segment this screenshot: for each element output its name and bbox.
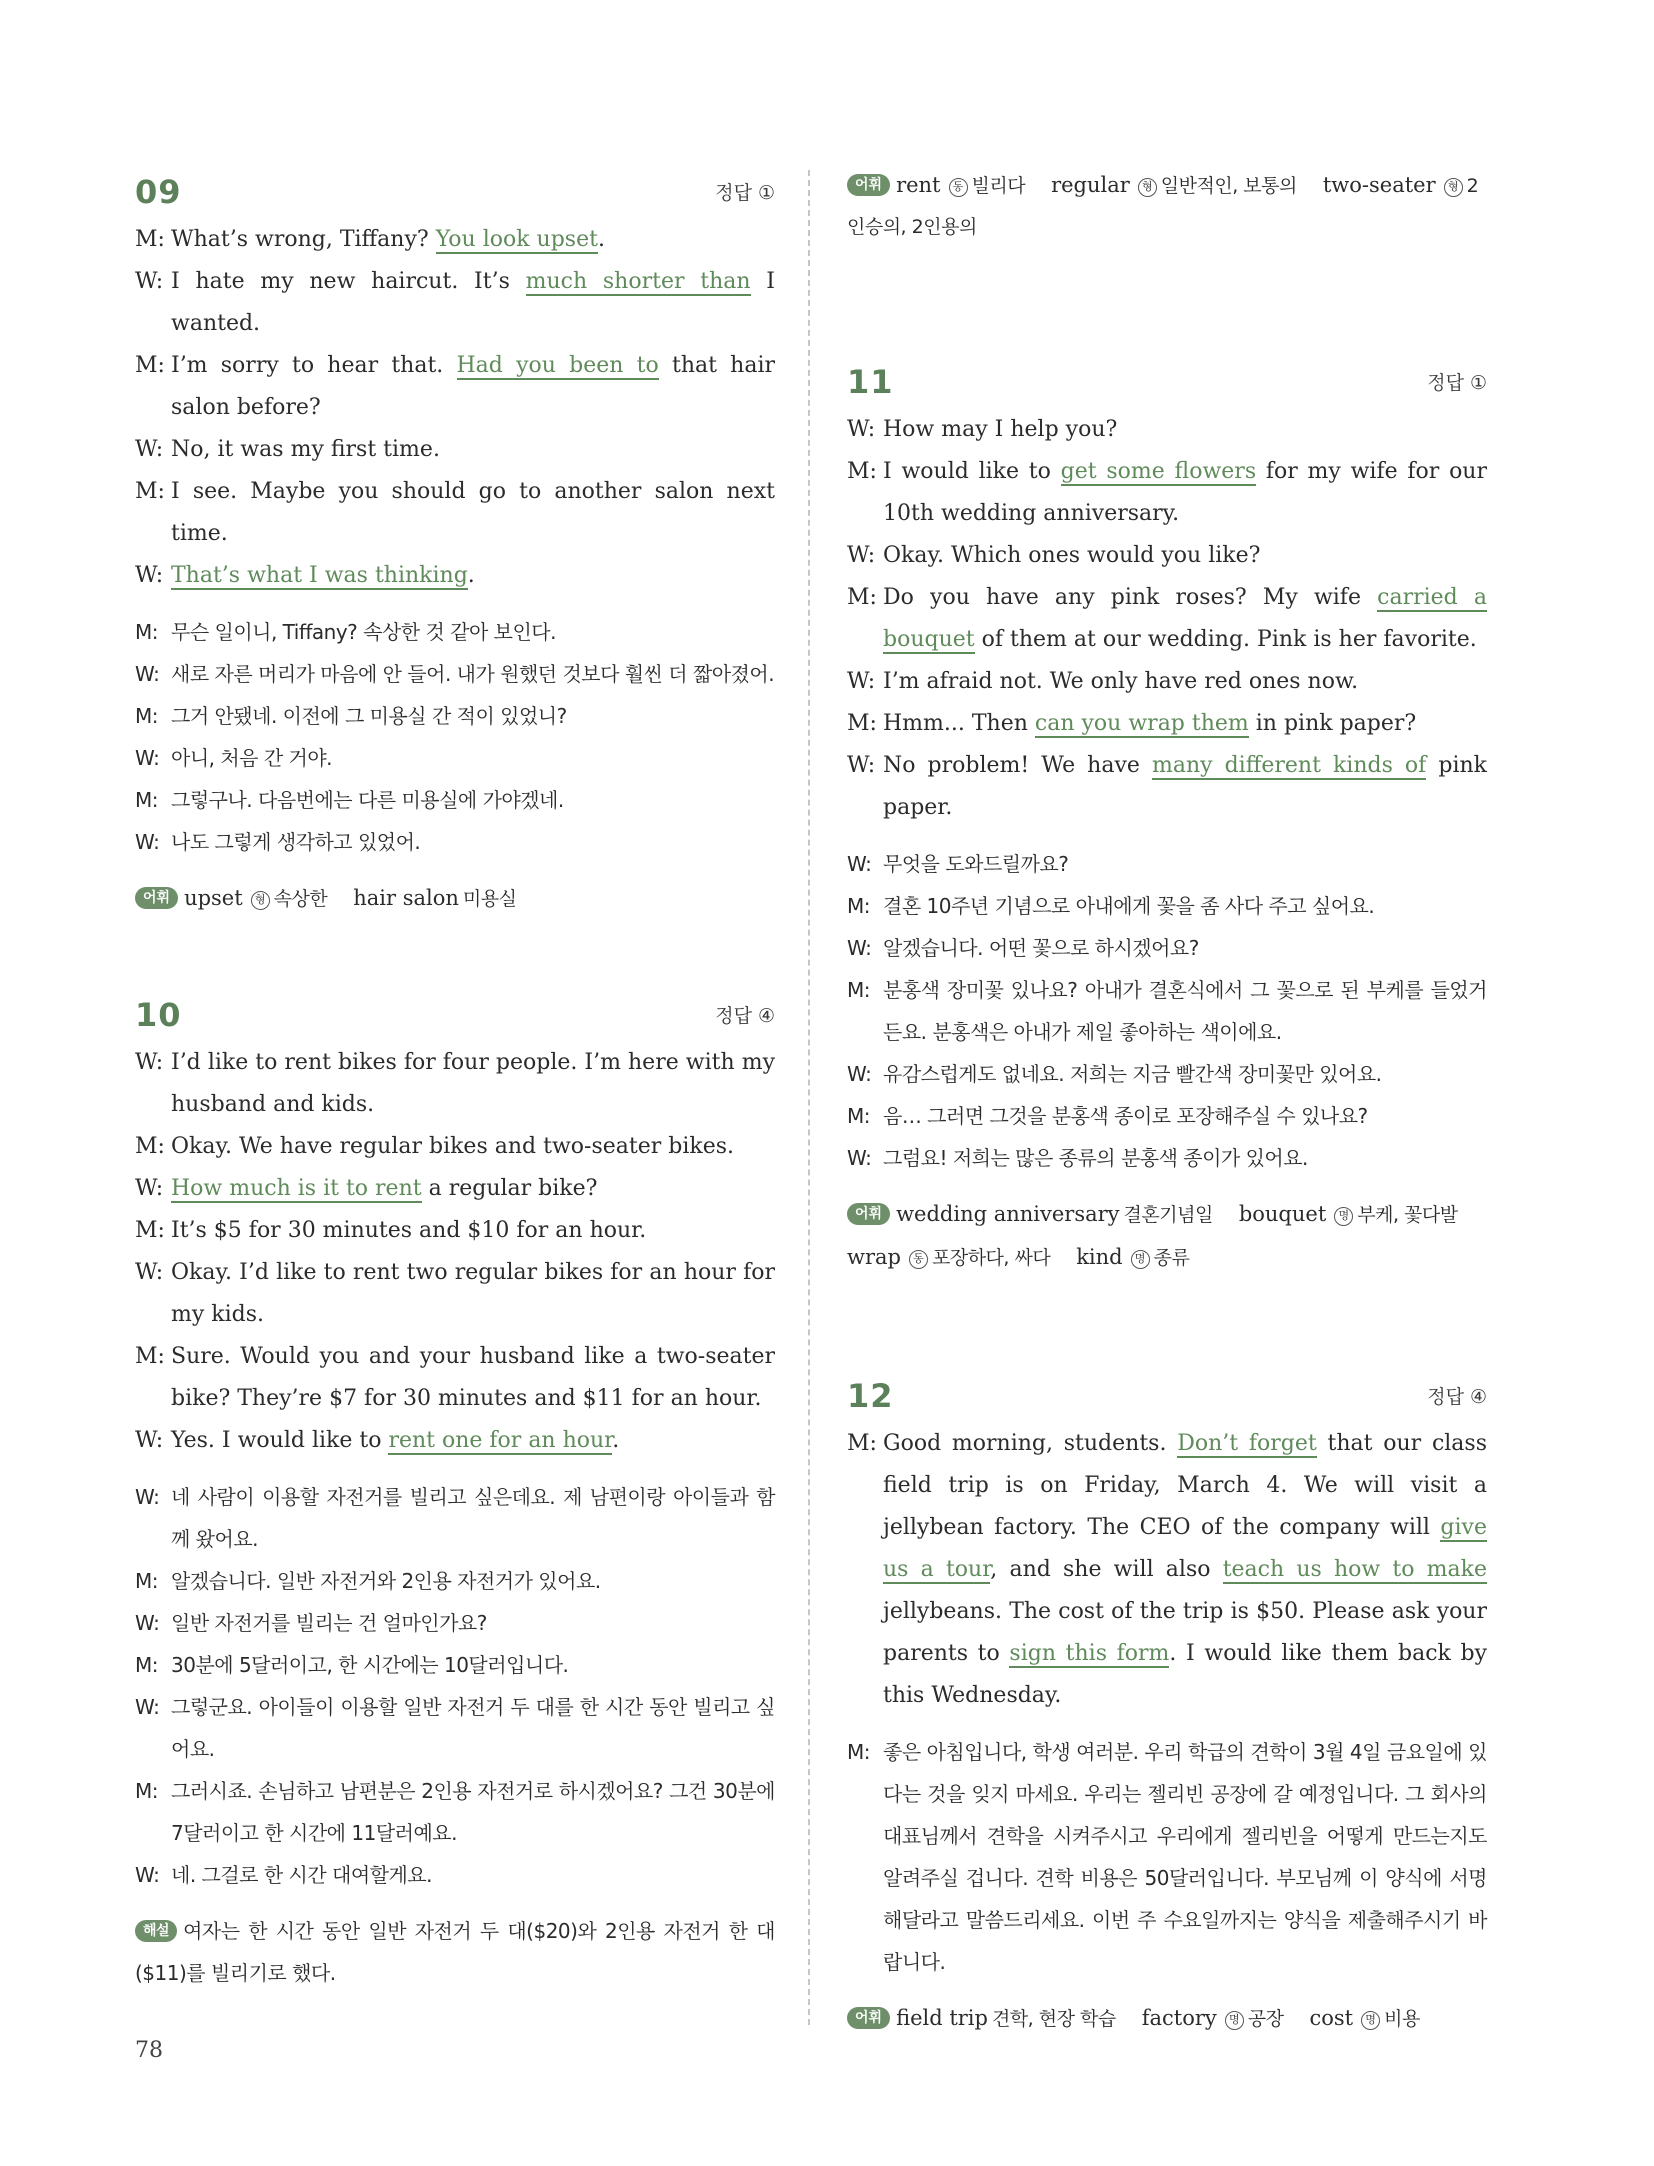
translation-text: 그렇군요. 아이들이 이용할 일반 자전거 두 대를 한 시간 동안 빌리고 싶어요. <box>171 1695 775 1761</box>
vocab-item <box>353 886 542 910</box>
korean-translation <box>135 1476 775 1896</box>
line-text <box>883 703 1487 745</box>
speaker-label: W: <box>135 1260 164 1285</box>
vocab-word: upset <box>184 886 243 910</box>
translation-line <box>847 927 1487 969</box>
part-of-speech-badge: 명 <box>1225 2011 1244 2030</box>
line-text <box>171 1420 775 1462</box>
translation-line <box>135 695 775 737</box>
dialogue-line <box>135 429 775 471</box>
vocab-word: factory <box>1141 2006 1217 2030</box>
text-segment: I would like to <box>883 459 1061 484</box>
speaker-label: M: <box>135 1134 165 1159</box>
speaker-label: W: <box>135 1485 160 1509</box>
speaker-label: W: <box>847 852 872 876</box>
line-text <box>171 555 775 597</box>
speaker-label: W: <box>847 543 876 568</box>
explanation <box>135 1910 775 1994</box>
part-of-speech-badge: 형 <box>1444 178 1463 197</box>
speaker-label: M: <box>847 978 870 1002</box>
translation-text: 유감스럽게도 없네요. 저희는 지금 빨간색 장미꽃만 있어요. <box>883 1062 1382 1086</box>
part-of-speech-badge: 형 <box>1138 178 1157 197</box>
dialogue-line <box>847 535 1487 577</box>
speaker-label: M: <box>847 711 877 736</box>
vocab-meaning: 결혼기념일 <box>1123 1204 1213 1226</box>
answer-blank: get some flowers <box>1060 459 1257 484</box>
text-segment: I’d like to rent bikes for four people. I’m here with my husband and kids. <box>171 1050 775 1117</box>
text-segment: . <box>597 227 605 252</box>
translation-line <box>135 1602 775 1644</box>
translation-line <box>847 1095 1487 1137</box>
part-of-speech-badge: 형 <box>251 891 270 910</box>
question-10 <box>135 988 775 1994</box>
explanation-text: 여자는 한 시간 동안 일반 자전거 두 대($20)와 2인용 자전거 한 대($11)를 빌리기로 했다. <box>135 1919 775 1985</box>
speaker-label: W: <box>135 1050 164 1075</box>
dialogue-line <box>847 409 1487 451</box>
line-text <box>171 1126 775 1168</box>
vocab-item <box>896 2006 1142 2030</box>
dialogue-line <box>135 261 775 345</box>
translation-line <box>135 1770 775 1854</box>
speaker-label: M: <box>135 1653 158 1677</box>
translation-text: 알겠습니다. 어떤 꽃으로 하시겠어요? <box>883 936 1199 960</box>
translation-text: 네. 그걸로 한 시간 대여할게요. <box>171 1863 432 1887</box>
translation-line <box>135 1854 775 1896</box>
answer-blank: How much is it to rent <box>171 1176 422 1201</box>
translation-text: 나도 그렇게 생각하고 있었어. <box>171 830 421 854</box>
translation-line <box>847 969 1487 1053</box>
text-segment: Okay. We have regular bikes and two-seater bikes. <box>171 1134 734 1159</box>
speaker-label: M: <box>135 227 165 252</box>
translation-line <box>135 653 775 695</box>
line-text <box>171 1336 775 1420</box>
speaker-label: M: <box>135 788 158 812</box>
explanation-tag: 해설 <box>135 1920 177 1942</box>
speaker-label: W: <box>847 936 872 960</box>
translation-text: 일반 자전거를 빌리는 건 얼마인가요? <box>171 1611 487 1635</box>
vocab-meaning: 견학, 현장 학습 <box>991 2008 1116 2030</box>
vocab-word: hair salon <box>353 886 459 910</box>
translation-line <box>135 737 775 779</box>
translation-line <box>135 611 775 653</box>
dialogue-line <box>135 1210 775 1252</box>
vocab-box <box>847 1997 1487 2040</box>
text-segment: Hmm... Then <box>883 711 1035 736</box>
vocab-box-q10 <box>847 165 1487 247</box>
vocab-word: field trip <box>896 2006 988 2030</box>
translation-line <box>847 1053 1487 1095</box>
vocab-word: wedding anniversary <box>896 1202 1120 1226</box>
answer-blank: give us a tour <box>883 1515 1487 1582</box>
translation-text: 음… 그러면 그것을 분홍색 종이로 포장해주실 수 있나요? <box>883 1104 1368 1128</box>
vocab-tag: 어휘 <box>847 174 890 196</box>
vocab-item <box>184 886 353 910</box>
answer-blank: carried a bouquet <box>883 585 1487 652</box>
text-segment: I wanted. <box>171 269 775 336</box>
vocab-word: kind <box>1076 1245 1123 1269</box>
text-segment: How may I help you? <box>883 417 1118 442</box>
translation-text: 결혼 10주년 기념으로 아내에게 꽃을 좀 사다 주고 싶어요. <box>883 894 1375 918</box>
text-segment: Yes. I would like to <box>171 1428 389 1453</box>
line-text <box>171 1042 775 1126</box>
translation-text: 네 사람이 이용할 자전거를 빌리고 싶은데요. 제 남편이랑 아이들과 함께 왔어요. <box>171 1485 775 1551</box>
translation-text: 그러시죠. 손님하고 남편분은 2인용 자전거로 하시겠어요? 그건 30분에 7달러이고 한 시간에 11달러예요. <box>171 1779 775 1845</box>
dialogue-line <box>135 1336 775 1420</box>
dialogue-line <box>847 661 1487 703</box>
question-12 <box>847 1369 1487 2040</box>
translation-text: 알겠습니다. 일반 자전거와 2인용 자전거가 있어요. <box>171 1569 601 1593</box>
dialogue-line <box>847 451 1487 535</box>
speaker-label: W: <box>847 1062 872 1086</box>
text-segment: I’m sorry to hear that. <box>171 353 457 378</box>
dialogue-line <box>135 1420 775 1462</box>
line-text <box>171 429 775 471</box>
line-text <box>883 745 1487 829</box>
speaker-label: M: <box>135 1779 158 1803</box>
answer-blank: Had you been to <box>456 353 659 378</box>
text-segment: I hate my new haircut. It’s <box>171 269 526 294</box>
vocab-meaning: 2인승의, 2인용의 <box>847 175 1479 238</box>
dialogue-line <box>135 345 775 429</box>
speaker-label: W: <box>135 1695 160 1719</box>
speaker-label: M: <box>135 704 158 728</box>
speaker-label: W: <box>135 437 164 462</box>
text-segment: I see. Maybe you should go to another salon next time. <box>171 479 775 546</box>
line-text <box>171 1168 775 1210</box>
answer-blank: teach us how to make <box>1222 1557 1488 1582</box>
text-segment: of them at our wedding. Pink is her favorite. <box>974 627 1477 652</box>
line-text <box>171 345 775 429</box>
vocab-item <box>896 173 1051 197</box>
line-text <box>171 1252 775 1336</box>
speaker-label: W: <box>847 753 876 778</box>
vocab-meaning: 포장하다, 싸다 <box>931 1247 1051 1269</box>
answer-blank: sign this form <box>1009 1641 1170 1666</box>
translation-text: 아니, 처음 간 거야. <box>171 746 333 770</box>
vocab-item <box>1051 173 1323 197</box>
vocab-meaning: 속상한 <box>273 888 328 910</box>
vocab-tag: 어휘 <box>135 887 178 909</box>
translation-line <box>135 1476 775 1560</box>
answer-label: 정답 ④ <box>1427 1386 1487 1408</box>
speaker-label: M: <box>135 620 158 644</box>
part-of-speech-badge: 명 <box>1334 1207 1353 1226</box>
question-11 <box>847 355 1487 1279</box>
line-text <box>883 577 1487 661</box>
text-segment: Okay. I’d like to rent two regular bikes for an hour for my kids. <box>171 1260 775 1327</box>
translation-text: 무엇을 도와드릴까요? <box>883 852 1069 876</box>
answer-blank: much shorter than <box>525 269 751 294</box>
dialogue-line <box>847 703 1487 745</box>
vocab-meaning: 공장 <box>1247 2008 1284 2030</box>
speaker-label: M: <box>847 1740 870 1764</box>
vocab-box <box>847 1193 1487 1279</box>
vocab-item <box>1239 1202 1484 1226</box>
speaker-label: M: <box>847 585 877 610</box>
vocab-meaning: 일반적인, 보통의 <box>1160 175 1297 197</box>
question-number: 11 <box>847 363 894 401</box>
answer-label: 정답 ④ <box>715 1005 775 1027</box>
english-dialogue <box>135 219 775 597</box>
dialogue-line <box>135 219 775 261</box>
speaker-label: M: <box>847 1104 870 1128</box>
answer-label: 정답 ① <box>715 182 775 204</box>
vocab-box <box>135 877 775 920</box>
column-divider <box>808 170 810 2025</box>
line-text <box>883 451 1487 535</box>
translation-line <box>135 1644 775 1686</box>
text-segment: Good morning, students. <box>883 1431 1178 1456</box>
vocab-word: rent <box>896 173 941 197</box>
text-segment: No, it was my first time. <box>171 437 440 462</box>
line-text <box>171 471 775 555</box>
text-segment: , and she will also <box>990 1557 1223 1582</box>
question-number: 10 <box>135 996 182 1034</box>
part-of-speech-badge: 동 <box>949 178 968 197</box>
dialogue-line <box>135 471 775 555</box>
text-segment: for my wife for our 10th wedding anniversary. <box>883 459 1487 526</box>
answer-blank: rent one for an hour <box>388 1428 613 1453</box>
text-segment: in pink paper? <box>1248 711 1417 736</box>
speaker-label: M: <box>135 1569 158 1593</box>
vocab-tag: 어휘 <box>847 2007 890 2029</box>
translation-text: 그렇구나. 다음번에는 다른 미용실에 가야겠네. <box>171 788 564 812</box>
korean-translation <box>847 1731 1487 1983</box>
vocab-item <box>1142 2006 1310 2030</box>
translation-line <box>135 1686 775 1770</box>
answer-blank: can you wrap them <box>1034 711 1249 736</box>
text-segment: jellybeans. The cost of the trip is $50. Please ask your parents to <box>883 1599 1487 1666</box>
english-dialogue <box>847 409 1487 829</box>
speaker-label: M: <box>135 1344 165 1369</box>
translation-text: 무슨 일이니, Tiffany? 속상한 것 같아 보인다. <box>171 620 556 644</box>
english-dialogue <box>135 1042 775 1462</box>
speaker-label: W: <box>135 1863 160 1887</box>
text-segment: No problem! We have <box>883 753 1152 778</box>
vocab-word: two-seater <box>1322 173 1436 197</box>
text-segment: Do you have any pink roses? My wife <box>883 585 1378 610</box>
text-segment: It’s $5 for 30 minutes and $10 for an hour. <box>171 1218 647 1243</box>
vocab-word: regular <box>1051 173 1130 197</box>
translation-line <box>847 885 1487 927</box>
text-segment: What’s wrong, Tiffany? <box>171 227 436 252</box>
translation-text: 그거 안됐네. 이전에 그 미용실 간 적이 있었니? <box>171 704 567 728</box>
part-of-speech-badge: 동 <box>909 1250 928 1269</box>
answer-blank: That’s what I was thinking <box>171 563 468 588</box>
speaker-label: W: <box>135 830 160 854</box>
translation-line <box>847 843 1487 885</box>
vocab-word: wrap <box>847 1245 901 1269</box>
vocab-word: cost <box>1309 2006 1354 2030</box>
speaker-label: W: <box>135 662 160 686</box>
translation-text: 분홍색 장미꽃 있나요? 아내가 결혼식에서 그 꽃으로 된 부케를 들었거든요. 분홍색은 아내가 제일 좋아하는 색이에요. <box>883 978 1487 1044</box>
korean-translation <box>135 611 775 863</box>
text-segment: . <box>612 1428 620 1453</box>
line-text <box>883 409 1487 451</box>
part-of-speech-badge: 명 <box>1131 1250 1150 1269</box>
part-of-speech-badge: 명 <box>1361 2011 1380 2030</box>
text-segment: I’m afraid not. We only have red ones now. <box>883 669 1359 694</box>
text-segment: . <box>467 563 475 588</box>
text-segment: that our class field trip is on Friday, March 4. We will visit a jellybean factory. The CEO of the company will <box>883 1431 1488 1540</box>
dialogue-line <box>135 1168 775 1210</box>
speaker-label: W: <box>847 417 876 442</box>
vocab-meaning: 미용실 <box>462 888 517 910</box>
dialogue-line <box>135 555 775 597</box>
text-segment: . I would like them back by this Wednesday. <box>883 1641 1488 1708</box>
speaker-label: M: <box>847 894 870 918</box>
text-segment: that hair salon before? <box>171 353 776 420</box>
translation-line <box>135 779 775 821</box>
vocab-item <box>1076 1245 1215 1269</box>
dialogue-line <box>847 577 1487 661</box>
speaker-label: W: <box>847 1146 872 1170</box>
speaker-label: W: <box>135 1428 164 1453</box>
question-number: 12 <box>847 1377 894 1415</box>
translation-line <box>847 1731 1487 1983</box>
korean-translation <box>847 843 1487 1179</box>
speaker-label: W: <box>135 269 164 294</box>
vocab-item <box>896 1202 1239 1226</box>
text-segment: Okay. Which ones would you like? <box>883 543 1261 568</box>
answer-label: 정답 ① <box>1427 372 1487 394</box>
answer-blank: You look upset <box>435 227 598 252</box>
dialogue-line <box>847 745 1487 829</box>
speaker-label: W: <box>135 1611 160 1635</box>
speaker-label: M: <box>135 479 165 504</box>
speaker-label: M: <box>135 353 165 378</box>
question-number: 09 <box>135 173 182 211</box>
speaker-label: M: <box>135 1218 165 1243</box>
dialogue-line <box>135 1252 775 1336</box>
speaker-label: M: <box>847 459 877 484</box>
question-09 <box>135 165 775 920</box>
speaker-label: M: <box>847 1431 877 1456</box>
translation-text: 좋은 아침입니다, 학생 여러분. 우리 학급의 견학이 3월 4일 금요일에 있다는 것을 잊지 마세요. 우리는 젤리빈 공장에 갈 예정입니다. 그 회사의 대표님께서 견학을 시켜주시고 우리에게 젤리빈을 어떻게 만드는지도 알려주실 겁니다. 견학 비용은 50달러입니다. 부모님께 이 양식에 서명해달라고 말씀드리세요. 이번 주 수요일까지는 양식을 제출해주시기 바랍니다. <box>883 1740 1487 1974</box>
page-number: 78 <box>135 2038 163 2063</box>
translation-text: 그럼요! 저희는 많은 종류의 분홍색 종이가 있어요. <box>883 1146 1308 1170</box>
vocab-meaning: 종류 <box>1153 1247 1190 1269</box>
line-text <box>171 219 775 261</box>
line-text <box>883 535 1487 577</box>
vocab-meaning: 빌리다 <box>971 175 1026 197</box>
text-segment: Sure. Would you and your husband like a two-seater bike? They’re $7 for 30 minutes and $11 for an hour. <box>171 1344 775 1411</box>
right-column <box>847 165 1487 2040</box>
translation-line <box>847 1137 1487 1179</box>
translation-text: 30분에 5달러이고, 한 시간에는 10달러입니다. <box>171 1653 569 1677</box>
speaker-label: W: <box>135 1176 164 1201</box>
answer-blank: Don’t forget <box>1177 1431 1317 1456</box>
dialogue-line <box>135 1042 775 1126</box>
translation-line <box>135 821 775 863</box>
speaker-label: W: <box>135 563 164 588</box>
vocab-item <box>847 1245 1076 1269</box>
vocab-meaning: 비용 <box>1384 2008 1420 2030</box>
english-dialogue <box>847 1423 1487 1717</box>
line-text <box>171 261 775 345</box>
text-segment: pink paper. <box>883 753 1487 820</box>
left-column <box>135 165 775 1994</box>
speaker-label: W: <box>135 746 160 770</box>
dialogue-line <box>135 1126 775 1168</box>
dialogue-line <box>847 1423 1487 1717</box>
translation-text: 새로 자른 머리가 마음에 안 들어. 내가 원했던 것보다 훨씬 더 짧아졌어. <box>171 662 775 686</box>
speaker-label: W: <box>847 669 876 694</box>
answer-blank: many different kinds of <box>1151 753 1427 778</box>
vocab-tag: 어휘 <box>847 1203 890 1225</box>
text-segment: a regular bike? <box>421 1176 598 1201</box>
vocab-item <box>1309 2006 1445 2030</box>
translation-line <box>135 1560 775 1602</box>
line-text <box>883 661 1487 703</box>
line-text <box>171 1210 775 1252</box>
vocab-meaning: 부케, 꽃다발 <box>1357 1204 1458 1226</box>
line-text <box>883 1423 1487 1717</box>
vocab-word: bouquet <box>1238 1202 1327 1226</box>
